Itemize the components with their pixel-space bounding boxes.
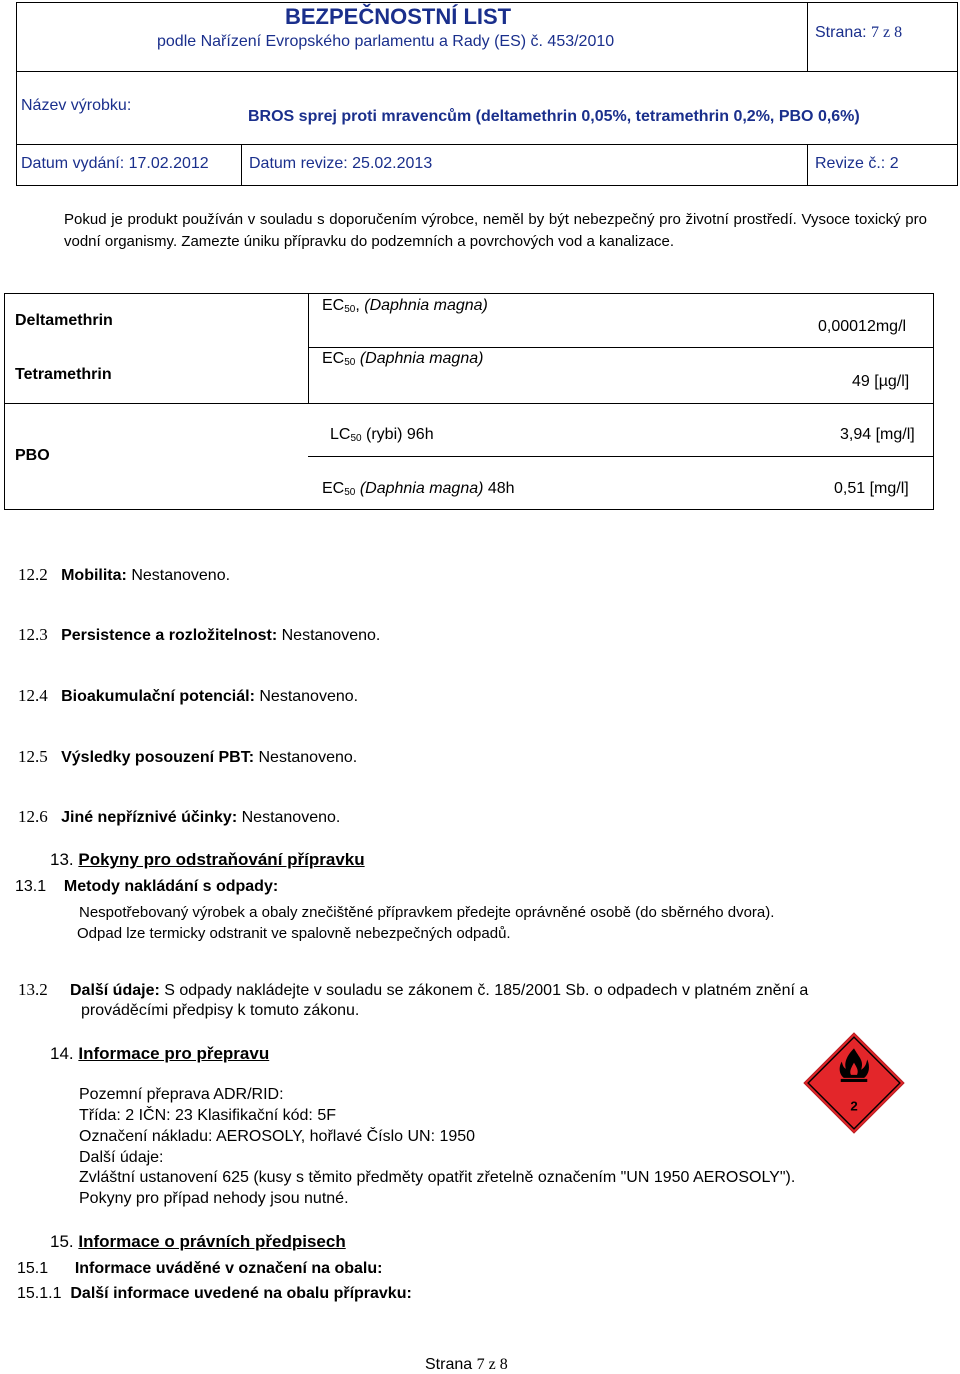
section-13-1: 13.1 Metody nakládání s odpady: [15,878,279,895]
value-cell: 49 [µg/l] [852,373,910,390]
section-12-6: 12.6 Jiné nepříznivé účinky: Nestanoveno. [18,807,341,826]
section-13-heading: 13. Pokyny pro odstraňování přípravku [50,850,365,869]
transport-line: Třída: 2 IČN: 23 Klasifikační kód: 5F [79,1107,336,1124]
section-12-2: 12.2 Mobilita: Nestanoveno. [18,565,231,584]
disposal-text: Odpad lze termicky odstranit ve spalovně nebezpečných odpadů. [77,925,511,942]
product-name: BROS sprej proti mravencům (deltamethrin 0,05%, tetramethrin 0,2%, PBO 0,6%) [248,108,860,125]
test-cell: $LC_{50}$ (rybi) 96h [330,426,434,444]
product-label: Název výrobku: [21,97,132,114]
transport-line: Označení nákladu: AEROSOLY, hořlavé Číslo UN: 1950 [79,1128,476,1145]
toxicity-table [4,293,934,510]
section-15-heading: 15. Informace o právních předpisech [50,1232,346,1251]
test-cell: $EC_{50}$ (Daphnia magna) 48h [322,480,515,498]
document-subtitle: podle Nařízení Evropského parlamentu a Rady (ES) č. 453/2010 [157,33,615,50]
document-title: BEZPEČNOSTNÍ LIST [285,4,512,29]
value-cell: 0,51 [mg/l] [834,480,909,497]
transport-line: Zvláštní ustanovení 625 (kusy s těmito předměty opatřit zřetelně označením "UN 1950 AEROSOLY"). [79,1169,796,1186]
transport-line: Pozemní přeprava ADR/RID: [79,1086,284,1103]
page-indicator: Strana: 7 z 8 [815,24,903,41]
substance-name: Deltamethrin [15,312,113,329]
substance-name: PBO [15,447,50,464]
hazard-class-number: 2 [850,1098,858,1114]
page-footer: Strana 7 z 8 [425,1356,508,1373]
section-14-heading: 14. Informace pro přepravu [50,1044,270,1063]
section-12-5: 12.5 Výsledky posouzení PBT: Nestanoveno. [18,747,358,766]
flammable-gas-hazard-icon [803,1032,905,1134]
waste-law-text: prováděcími předpisy k tomuto zákonu. [81,1002,360,1019]
section-15-1-1: 15.1.1 Další informace uvedené na obalu přípravku: [17,1285,412,1302]
section-12-3: 12.3 Persistence a rozložitelnost: Nestanoveno. [18,625,381,644]
revision-date: Datum revize: 25.02.2013 [249,155,433,172]
section-12-4: 12.4 Bioakumulační potenciál: Nestanoveno. [18,686,359,705]
test-cell: $EC_{50}$ (Daphnia magna) [322,350,484,368]
substance-name: Tetramethrin [15,366,112,383]
ecotoxicity-note: Pokud je produkt používán v souladu s doporučením výrobce, neměl by být nebezpečný pro životní prostředí. Vysoce toxický pro vodní organismy. Zamezte úniku přípravku do podzemních a povrchových vod a kanalizace. [64,211,927,250]
section-13-2: 13.2 Další údaje: S odpady nakládejte v souladu se zákonem č. 185/2001 Sb. o odpadech v platném znění a [18,980,809,999]
value-cell: 3,94 [mg/l] [840,426,915,443]
value-cell: 0,00012mg/l [818,318,907,335]
section-15-1: 15.1 Informace uváděné v označení na obalu: [17,1260,383,1277]
revision-number: Revize č.: 2 [815,155,899,172]
test-cell: $EC_{50}$, (Daphnia magna) [322,297,488,315]
transport-line: Další údaje: [79,1149,164,1166]
issue-date: Datum vydání: 17.02.2012 [21,155,209,172]
transport-line: Pokyny pro případ nehody jsou nutné. [79,1190,349,1207]
disposal-text: Nespotřebovaný výrobek a obaly znečištěné přípravkem předejte oprávněné osobě (do sběrného dvora). [79,904,775,921]
